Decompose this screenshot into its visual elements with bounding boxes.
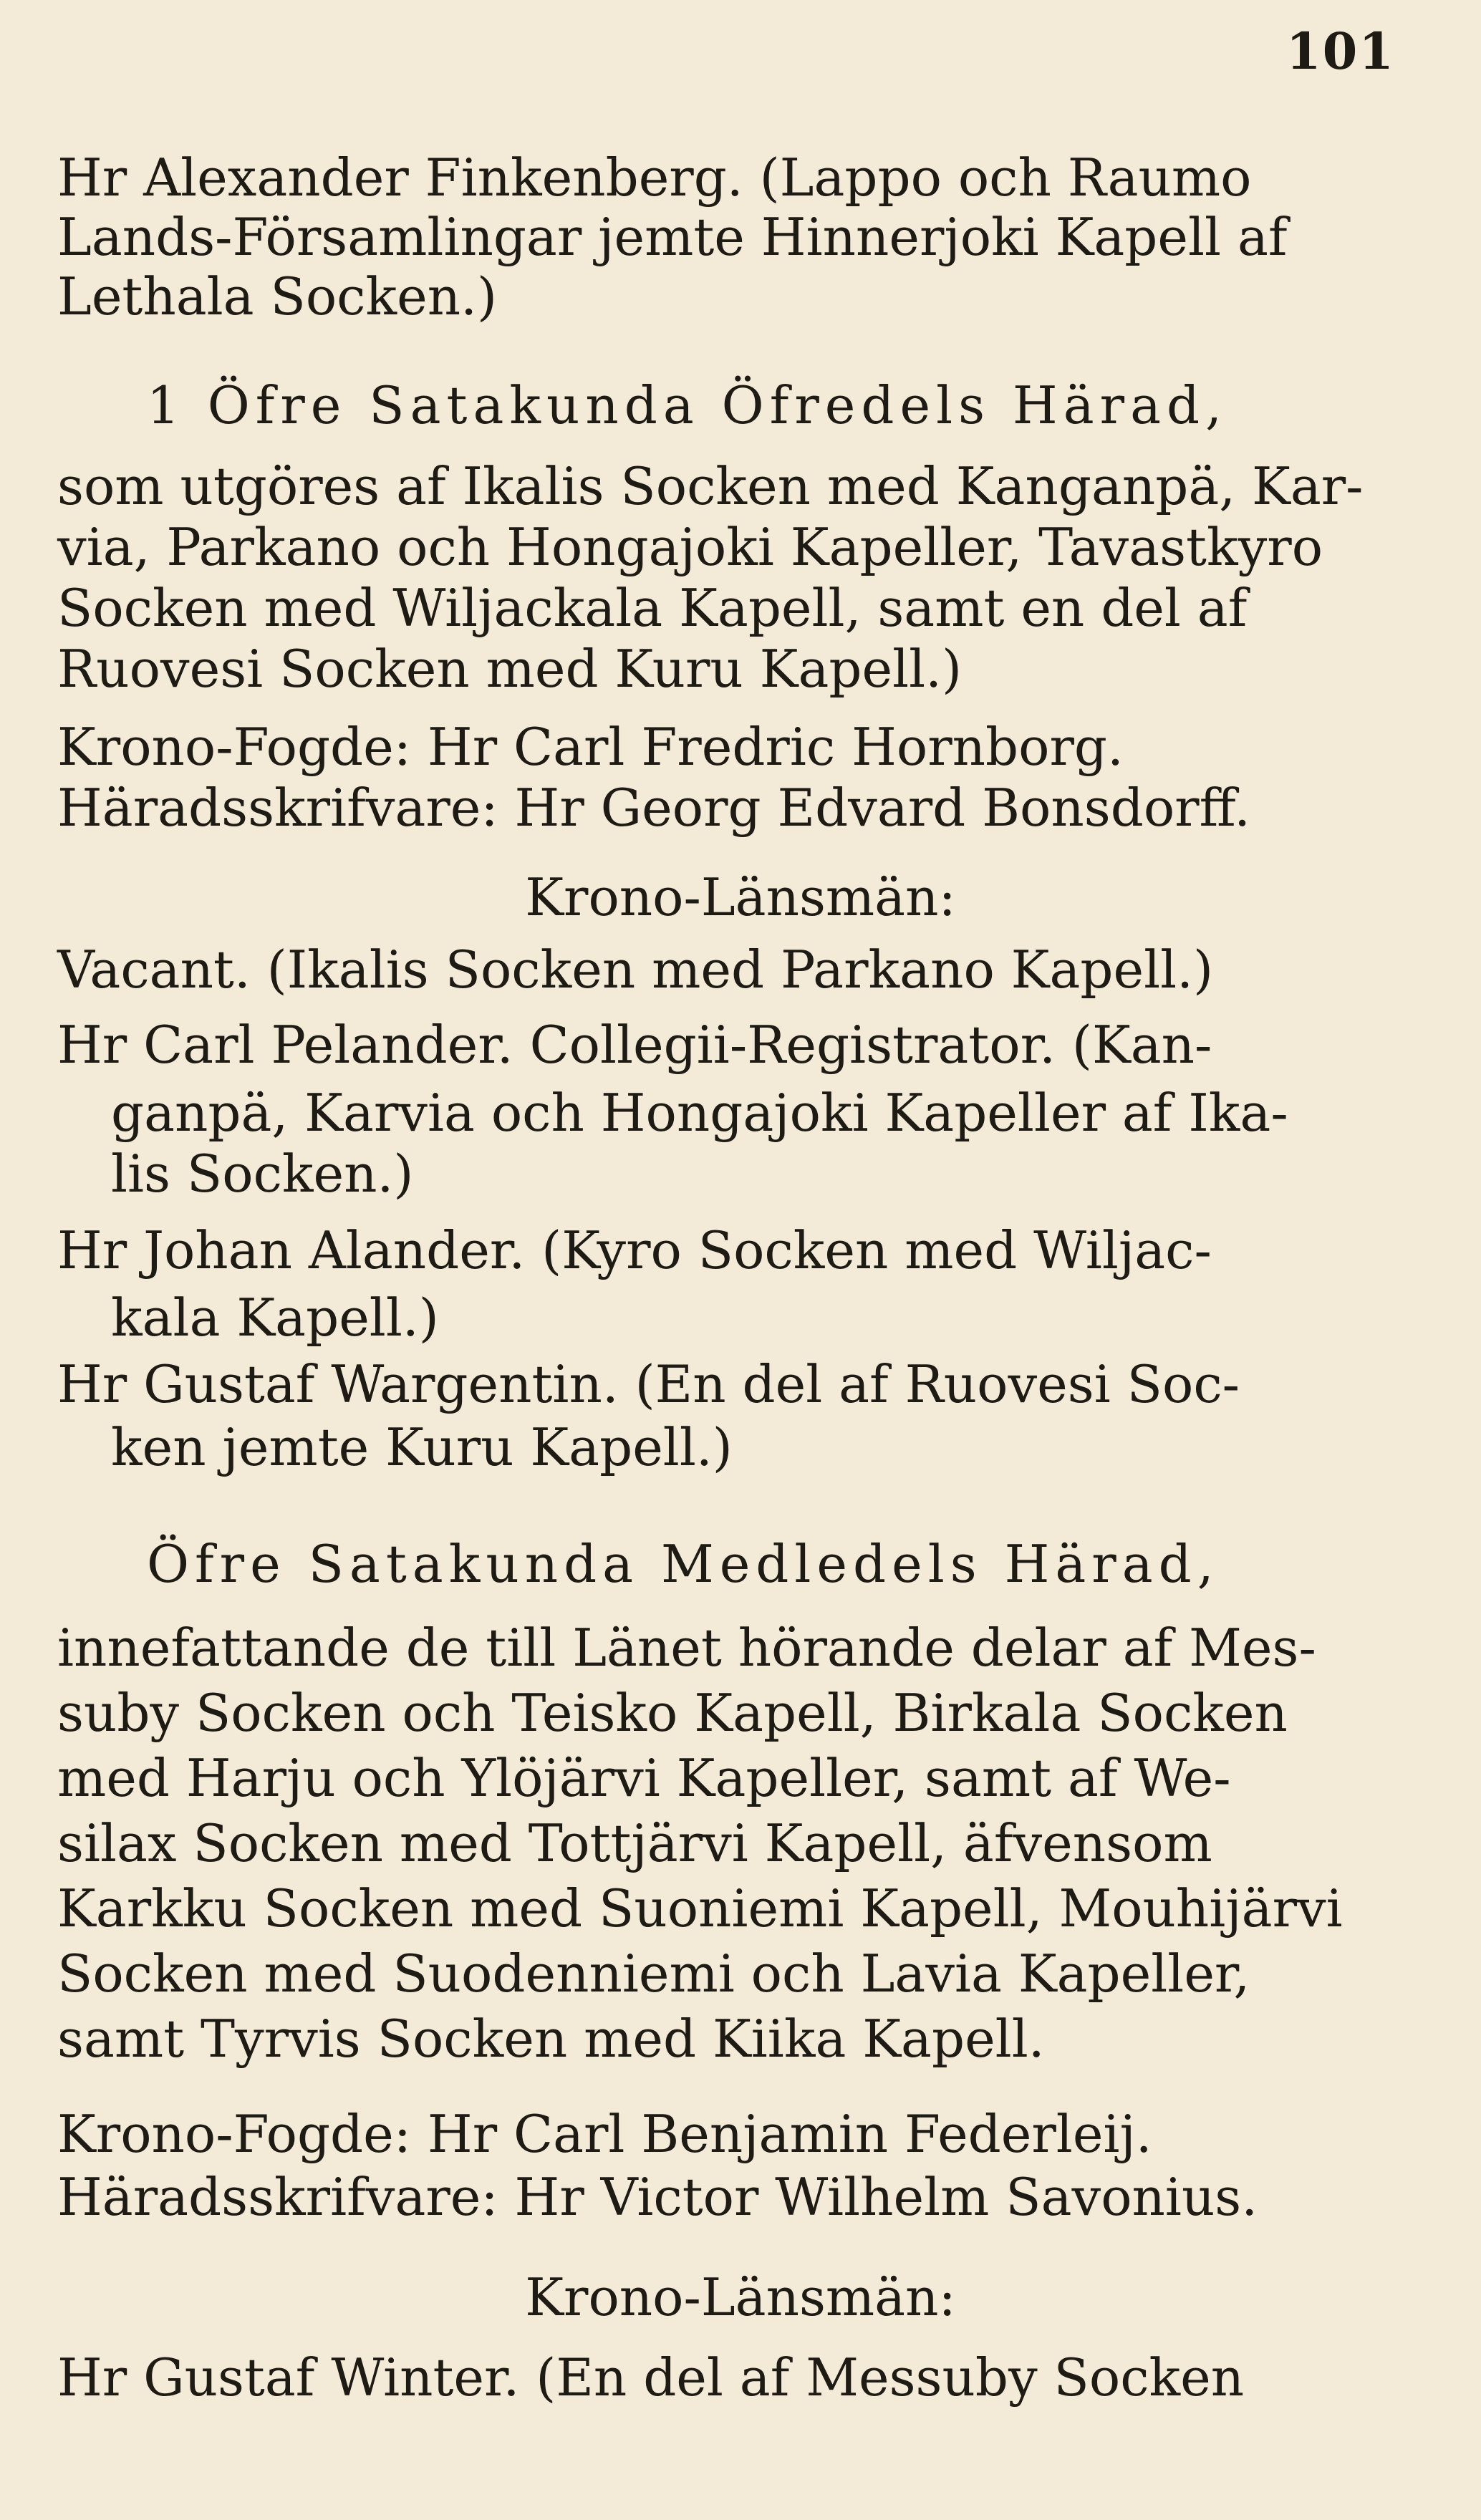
text-line: Hr Alexander Finkenberg. (Lappo och Raumo xyxy=(57,148,1252,208)
text-line: Hr Gustaf Wargentin. (En del af Ruovesi Soc- xyxy=(57,1354,1240,1414)
text-line: Socken med Wiljackala Kapell, samt en del af xyxy=(57,578,1248,638)
text-line: Häradsskrifvare: Hr Georg Edvard Bonsdorff. xyxy=(57,778,1251,838)
text-line: med Harju och Ylöjärvi Kapeller, samt af We- xyxy=(57,1748,1231,1808)
text-line: som utgöres af Ikalis Socken med Kanganpä, Kar- xyxy=(57,456,1364,516)
text-line: lis Socken.) xyxy=(111,1144,414,1204)
section-heading: 1 Öfre Satakunda Öfredels Härad, xyxy=(147,375,1227,435)
text-line: Krono-Fogde: Hr Carl Benjamin Federleij. xyxy=(57,2104,1152,2164)
subsection-heading: Krono-Länsmän: xyxy=(525,2267,956,2327)
text-line: Hr Johan Alander. (Kyro Socken med Wiljac- xyxy=(57,1220,1212,1280)
text-line: ganpä, Karvia och Hongajoki Kapeller af Ika- xyxy=(111,1083,1288,1143)
text-line: Socken med Suodenniemi och Lavia Kapeller, xyxy=(57,1944,1250,2004)
text-line: innefattande de till Länet hörande delar af Mes- xyxy=(57,1618,1316,1678)
text-line: silax Socken med Tottjärvi Kapell, äfvensom xyxy=(57,1813,1212,1873)
text-line: Hr Carl Pelander. Collegii-Registrator. (Kan- xyxy=(57,1015,1212,1075)
section-heading: Öfre Satakunda Medledels Härad, xyxy=(147,1534,1220,1594)
text-line: suby Socken och Teisko Kapell, Birkala Socken xyxy=(57,1683,1288,1743)
text-line: Karkku Socken med Suoniemi Kapell, Mouhijärvi xyxy=(57,1878,1343,1939)
text-line: Vacant. (Ikalis Socken med Parkano Kapell.) xyxy=(57,940,1214,1000)
text-line: via, Parkano och Hongajoki Kapeller, Tavastkyro xyxy=(57,517,1323,577)
text-line: samt Tyrvis Socken med Kiika Kapell. xyxy=(57,2009,1045,2069)
text-line: kala Kapell.) xyxy=(111,1288,439,1348)
subsection-heading: Krono-Länsmän: xyxy=(525,867,956,927)
text-line: ken jemte Kuru Kapell.) xyxy=(111,1417,733,1477)
text-line: Lethala Socken.) xyxy=(57,266,498,327)
text-line: Hr Gustaf Winter. (En del af Messuby Socken xyxy=(57,2347,1245,2408)
text-line: Häradsskrifvare: Hr Victor Wilhelm Savonius. xyxy=(57,2167,1258,2227)
text-line: Lands-Församlingar jemte Hinnerjoki Kapell af xyxy=(57,207,1288,267)
text-line: Krono-Fogde: Hr Carl Fredric Hornborg. xyxy=(57,717,1124,777)
text-line: Ruovesi Socken med Kuru Kapell.) xyxy=(57,639,963,699)
page-number: 101 xyxy=(1285,21,1395,81)
